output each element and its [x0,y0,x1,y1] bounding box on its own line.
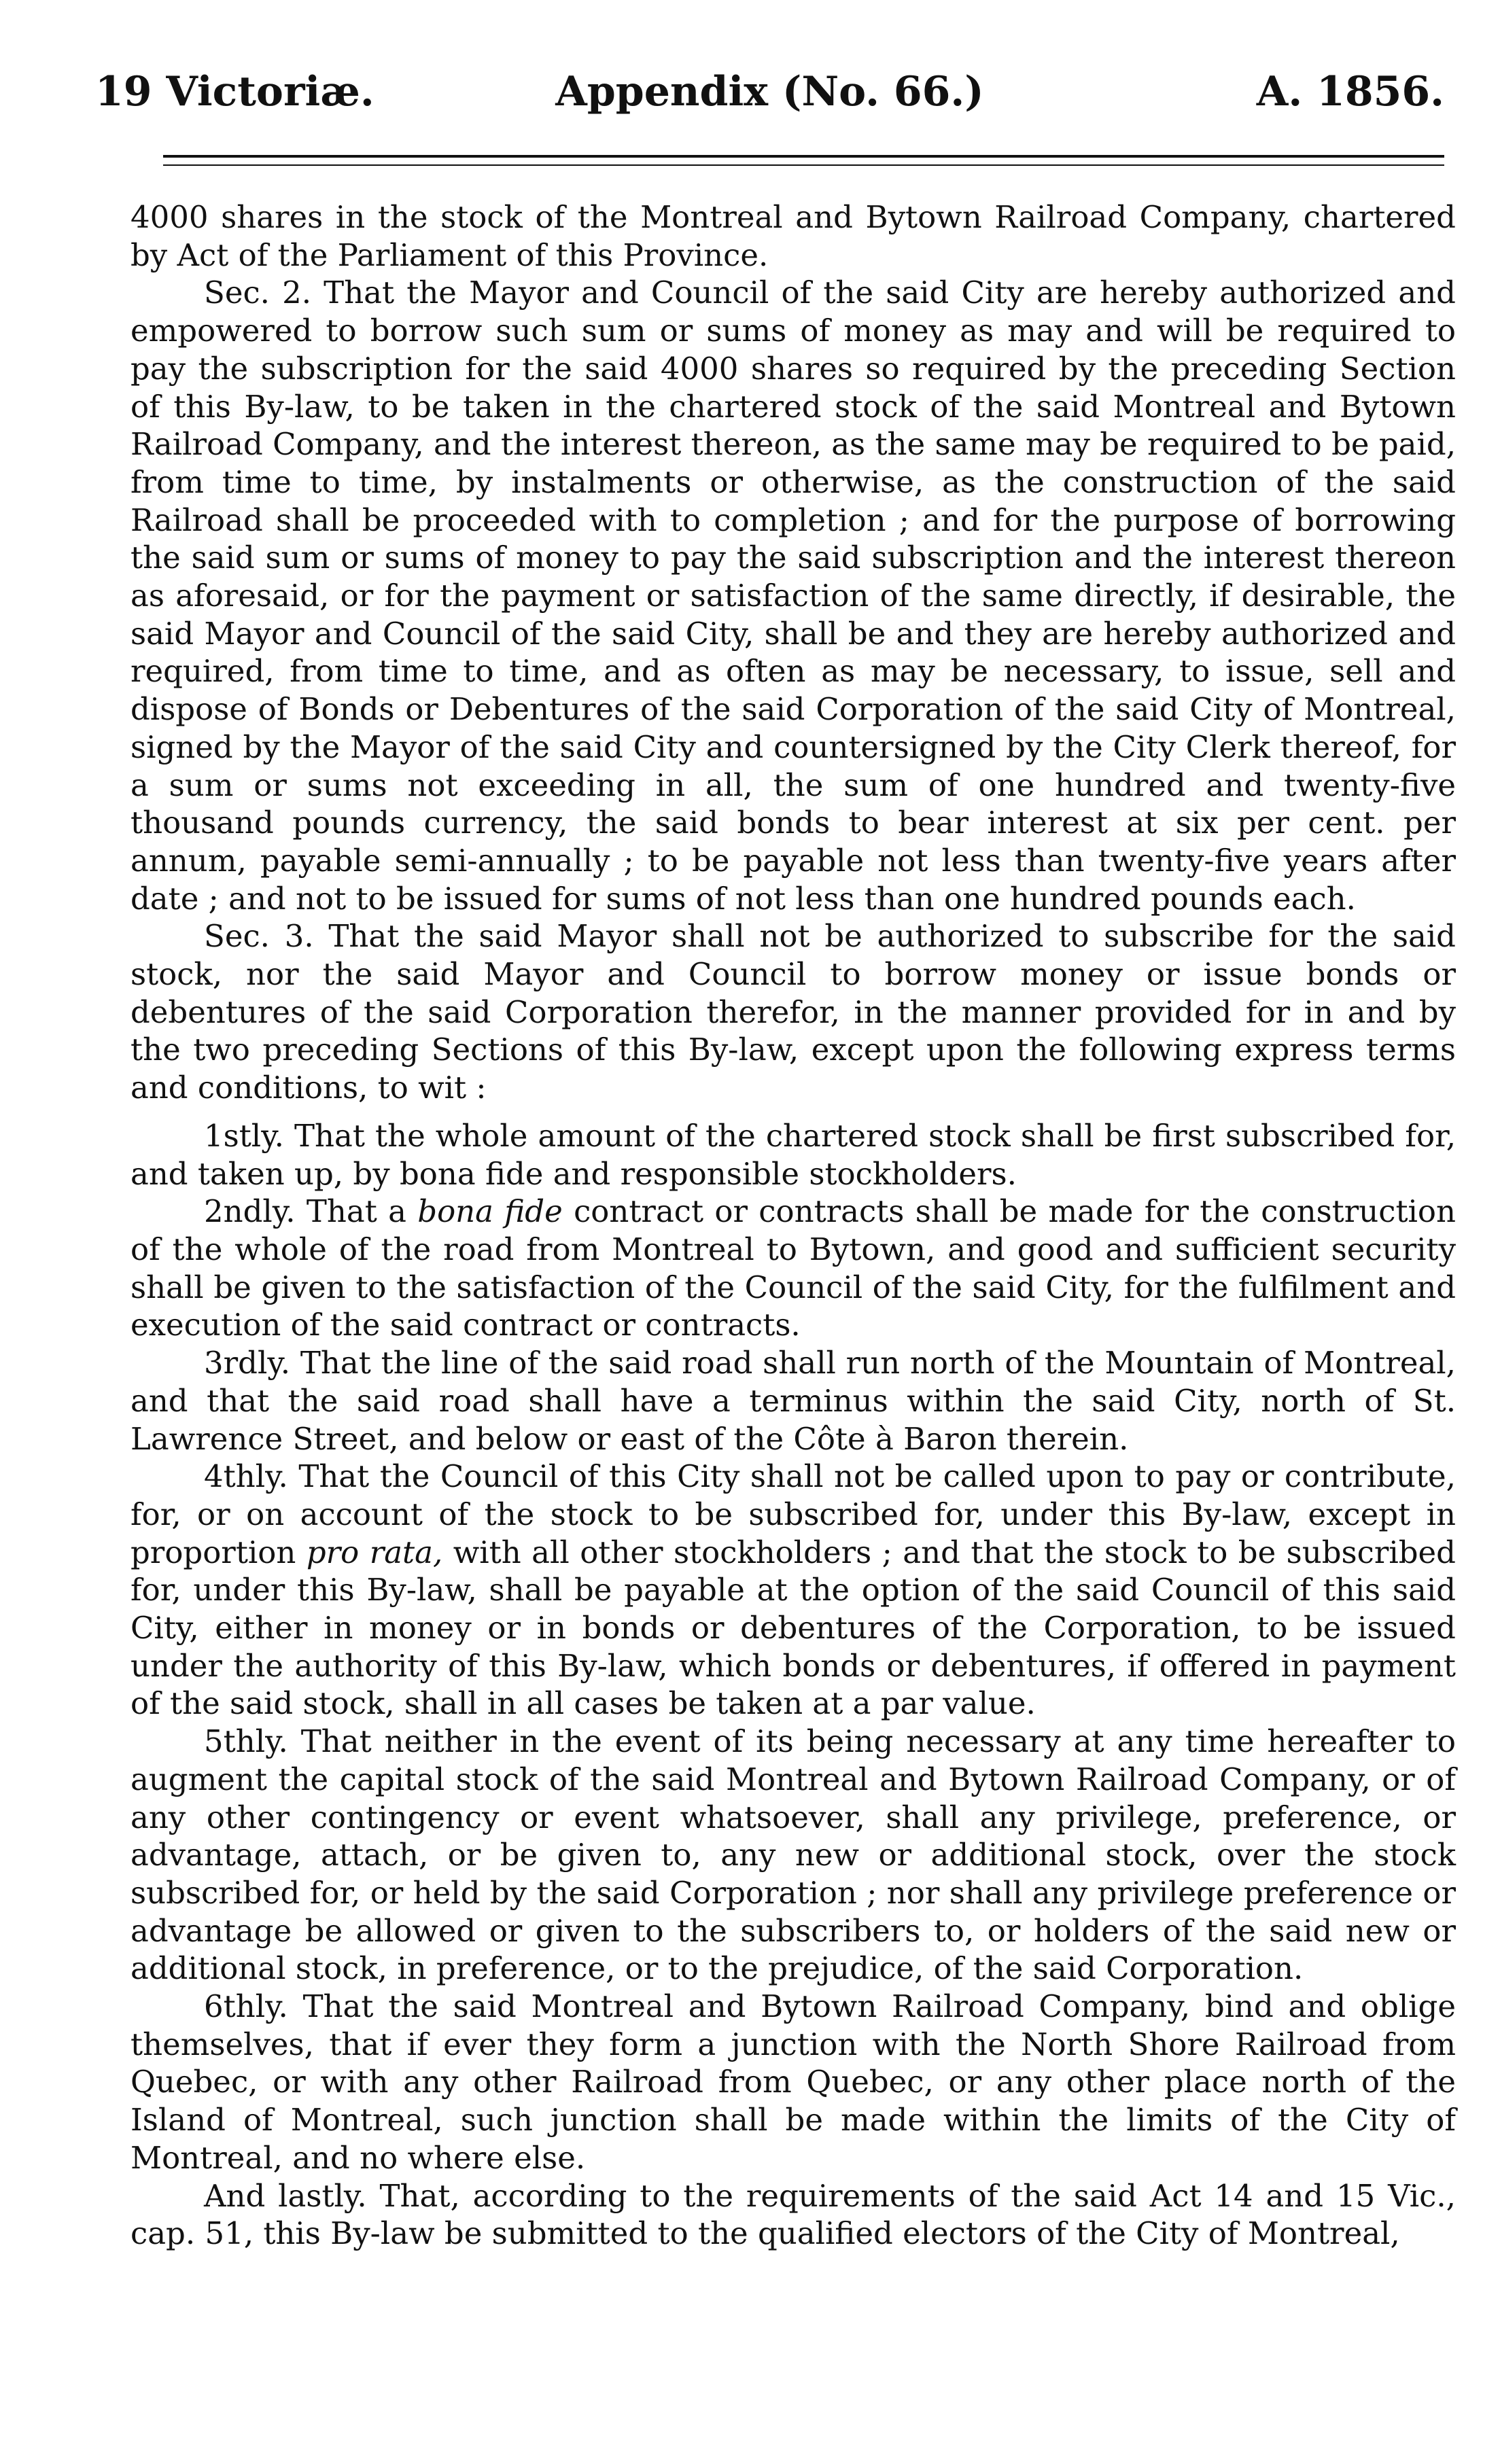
condition-5: 5thly. That neither in the event of its being necessary at any time hereafter to augment the capital stock of the said Montreal and Bytown Railroad Company, or of any other contingency or event whatsoever, shall any privilege, preference, or advantage, attach, or be given to, any new or additional stock, over the stock subscribed for, or held by the said Corporation ; nor shall any privilege preference or advantage be allowed or given to the subscribers to, or holders of the said new or additional stock, in preference, or to the prejudice, of the said Corporation. [130,1723,1456,1987]
condition-2-pre: 2ndly. That a [204,1193,418,1230]
condition-2-emphasis: bona fide [417,1193,563,1230]
condition-1-text: 1stly. That the whole amount of the chartered stock shall be first subscribed for, and taken up, by bona fide and responsible stockholders. [130,1117,1456,1192]
condition-4-post: with all other stockholders ; and that the stock to be subscribed for, under this By-law, shall be payable at the option of the said Council of this said City, either in money or in bonds or debentures of the Corporation, to be issued under the authority of this By-law, which bonds or debentures, if offered in payment of the said stock, shall in all cases be taken at a par value. [130,1534,1456,1722]
section-3: Sec. 3. That the said Mayor shall not be authorized to subscribe for the said stock, nor the said Mayor and Council to borrow money or issue bonds or debentures of the said Corporation therefor, in the manner provided for in and by the two preceding Sections of this By-law, except upon the following express terms and conditions, to wit : [130,918,1456,1106]
paragraph-continuation: 4000 shares in the stock of the Montreal and Bytown Railroad Company, chartered by Act of the Parliament of this Province. [130,199,1456,273]
condition-6: 6thly. That the said Montreal and Bytown Railroad Company, bind and oblige themselves, that if ever they form a junction with the North Shore Railroad from Quebec, or with any other Railroad from Quebec, or any other place north of the Island of Montreal, such junction shall be made within the limits of the City of Montreal, and no where else. [130,1988,1456,2176]
header-rule-thick [163,155,1444,158]
header-session: 19 Victoriæ. [95,68,374,116]
condition-4-pre: 4thly. That the Council of this City shall not be called upon to pay or contribute, for, or on account of the stock to be subscribed for, under this By-law, except in proportion [130,1458,1456,1570]
condition-4 [130,1458,1456,1723]
condition-final: And lastly. That, according to the requirements of the said Act 14 and 15 Vic., cap. 51, this By-law be submitted to the qualified electors of the City of Montreal, [130,2177,1456,2252]
section-2: Sec. 2. That the Mayor and Council of the said City are hereby authorized and empowered to borrow such sum or sums of money as may and will be required to pay the subscription for the said 4000 shares so required by the preceding Section of this By-law, to be taken in the chartered stock of the said Montreal and Bytown Railroad Company, and the interest thereon, as the same may be required to be paid, from time to time, by instalments or otherwise, as the construction of the said Railroad shall be proceeded with to completion ; and for the purpose of borrowing the said sum or sums of money to pay the said subscription and the interest thereon as aforesaid, or for the payment or satisfaction of the same directly, if desirable, the said Mayor and Council of the said City, shall be and they are hereby authorized and required, from time to time, and as often as may be necessary, to issue, sell and dispose of Bonds or Debentures of the said Corporation of the said City of Montreal, signed by the Mayor of the said City and countersigned by the City Clerk thereof, for a sum or sums not exceeding in all, the sum of one hundred and twenty-five thousand pounds currency, the said bonds to bear interest at six per cent. per annum, payable semi-annually ; to be payable not less than twenty-five years after date ; and not to be issued for sums of not less than one hundred pounds each. [130,275,1456,917]
page-header [95,65,1444,119]
condition-2 [130,1193,1456,1344]
condition-3: 3rdly. That the line of the said road shall run north of the Mountain of Montreal, and that the said road shall have a terminus within the said City, north of St. Lawrence Street, and below or east of the Côte à Baron therein. [130,1345,1456,1457]
document-body [130,198,1456,2253]
condition-4-emphasis: pro rata, [306,1534,443,1570]
condition-1 [130,1117,1456,1193]
header-year: A. 1856. [1256,68,1444,116]
header-appendix: Appendix (No. 66.) [555,68,984,116]
condition-2-post: contract or contracts shall be made for the construction of the whole of the road from Montreal to Bytown, and good and sufficient security shall be given to the satisfaction of the Council of the said City, for the fulfilment and execution of the said contract or contracts. [130,1193,1457,1343]
header-rule-thin [163,164,1444,166]
